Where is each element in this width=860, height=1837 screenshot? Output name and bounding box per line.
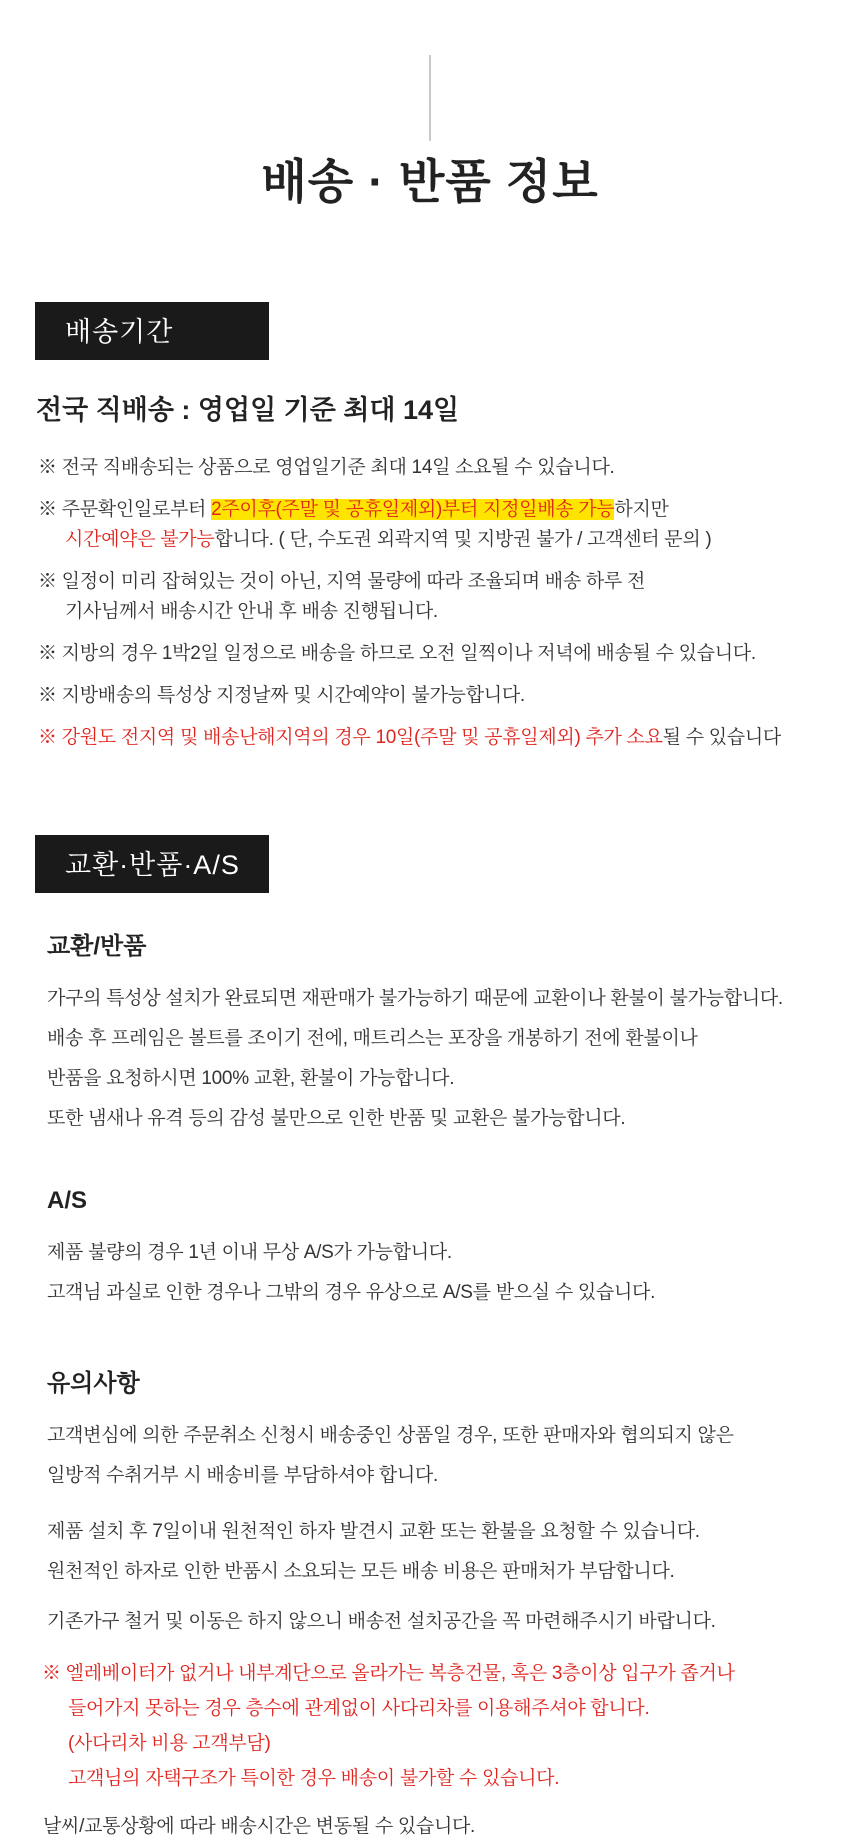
as-paragraph (47, 1233, 860, 1313)
notice-p2-line-2: 원천적인 하자로 인한 반품시 소요되는 모든 배송 비용은 판매처가 부담합니다. (47, 1561, 675, 1583)
notice-paragraph-2 (47, 1512, 860, 1592)
notice-p1-line-2: 일방적 수취거부 시 배송비를 부담하셔야 합니다. (47, 1465, 438, 1487)
notice-paragraph-1 (47, 1416, 860, 1496)
notice-paragraph-3 (47, 1602, 860, 1642)
shipping-bullet-5 (38, 681, 860, 711)
bullet-3-line-1: ※ 일정이 미리 잡혀있는 것이 아닌, 지역 물량에 따라 조율되며 배송 하루 전 (38, 571, 645, 593)
exchange-section-header (35, 835, 269, 893)
return-line-2: 배송 후 프레임은 볼트를 조이기 전에, 매트리스는 포장을 개봉하기 전에 환불이나 (47, 1028, 698, 1050)
as-line-2: 고객님 과실로 인한 경우나 그밖의 경우 유상으로 A/S를 받으실 수 있습니다. (47, 1282, 656, 1304)
shipping-bullet-2 (38, 495, 860, 555)
notice-p1-line-1: 고객변심에 의한 주문취소 신청시 배송중인 상품일 경우, 또한 판매자와 협의되지 않은 (47, 1425, 734, 1447)
bullet-6-red-text: ※ 강원도 전지역 및 배송난해지역의 경우 10일(주말 및 공휴일제외) 추가 소요 (38, 727, 663, 749)
bullet-2-line-1 (38, 495, 860, 525)
bullet-5-text: ※ 지방배송의 특성상 지정날짜 및 시간예약이 불가능합니다. (38, 685, 525, 707)
exchange-section-header-label: 교환·반품·A/S (65, 850, 240, 881)
bullet-2-highlighted-text: 2주이후(주말 및 공휴일제외)부터 지정일배송 가능 (211, 499, 615, 521)
page-title: 배송 · 반품 정보 (261, 155, 599, 208)
shipping-bullet-4 (38, 639, 860, 669)
as-heading: A/S (47, 1187, 88, 1215)
bullet-2-line-2 (38, 525, 860, 555)
bullet-6-rest-text: 될 수 있습니다 (662, 727, 781, 749)
as-line-1: 제품 불량의 경우 1년 이내 무상 A/S가 가능합니다. (47, 1242, 452, 1264)
shipping-bullet-3 (38, 567, 860, 627)
warning-line-3: (사다리차 비용 고객부담) (68, 1733, 271, 1755)
shipping-bullet-6 (38, 723, 860, 753)
bullet-2-suffix: 하지만 (614, 499, 669, 521)
top-divider-line (429, 55, 431, 141)
shipping-bullet-1 (38, 453, 860, 483)
ladder-truck-warning (42, 1656, 860, 1796)
shipping-subtitle: 전국 직배송 : 영업일 기준 최대 14일 (36, 395, 460, 426)
warning-line-1: ※ 엘레베이터가 없거나 내부계단으로 올라가는 복층건물, 혹은 3층이상 입구가 좁거나 (42, 1663, 735, 1685)
return-line-4: 또한 냄새나 유격 등의 감성 불만으로 인한 반품 및 교환은 불가능합니다. (47, 1108, 626, 1130)
shipping-bullet-list (0, 453, 860, 753)
notice-p3-line-1: 기존가구 철거 및 이동은 하지 않으니 배송전 설치공간을 꼭 마련해주시기 바랍니다. (47, 1611, 716, 1633)
notice-heading: 유의사항 (47, 1370, 140, 1398)
warning-line-4: 고객님의 자택구조가 특이한 경우 배송이 불가할 수 있습니다. (68, 1768, 560, 1790)
weather-notice: 날씨/교통상황에 따라 배송시간은 변동될 수 있습니다. (43, 1816, 476, 1837)
bullet-3-line-2: 기사님께서 배송시간 안내 후 배송 진행됩니다. (65, 601, 438, 623)
bullet-2-red-text: 시간예약은 불가능 (65, 529, 215, 551)
warning-line-2: 들어가지 못하는 경우 층수에 관계없이 사다리차를 이용해주셔야 합니다. (68, 1698, 650, 1720)
notice-p2-line-1: 제품 설치 후 7일이내 원천적인 하자 발견시 교환 또는 환불을 요청할 수 있습니다. (47, 1521, 700, 1543)
bullet-2-rest-text: 합니다. ( 단, 수도권 외곽지역 및 지방권 불가 / 고객센터 문의 ) (214, 529, 712, 551)
shipping-period-section (0, 212, 860, 753)
shipping-period-header (35, 302, 269, 360)
return-line-3: 반품을 요청하시면 100% 교환, 환불이 가능합니다. (47, 1068, 455, 1090)
bullet-4-text: ※ 지방의 경우 1박2일 일정으로 배송을 하므로 오전 일찍이나 저녁에 배송될 수 있습니다. (38, 643, 756, 665)
bullet-2-prefix: ※ 주문확인일로부터 (38, 499, 212, 521)
bullet-1-text: ※ 전국 직배송되는 상품으로 영업일기준 최대 14일 소요될 수 있습니다. (38, 457, 615, 479)
exchange-return-paragraph (47, 979, 860, 1139)
shipping-period-header-label: 배송기간 (65, 317, 174, 348)
exchange-return-as-section (0, 765, 860, 1837)
exchange-return-heading: 교환/반품 (47, 933, 147, 961)
return-line-1: 가구의 특성상 설치가 완료되면 재판매가 불가능하기 때문에 교환이나 환불이 불가능합니다. (47, 988, 783, 1010)
